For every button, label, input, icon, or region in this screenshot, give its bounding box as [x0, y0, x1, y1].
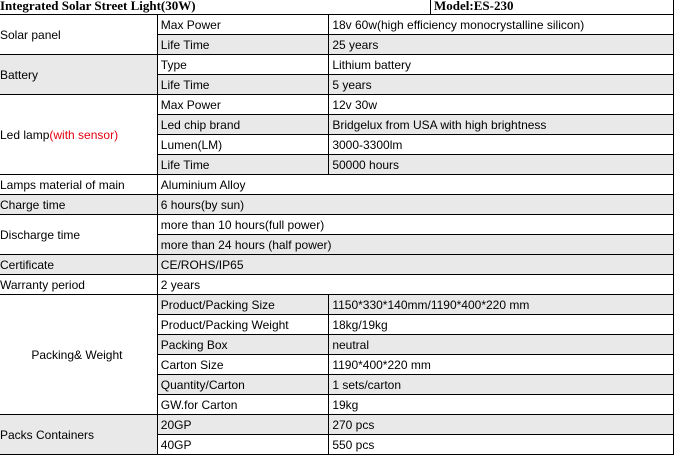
- spec-key: Lumen(LM): [157, 135, 329, 155]
- spec-value: 19kg: [329, 395, 674, 415]
- led-lamp-label-text: Led lamp: [0, 127, 50, 142]
- spec-value: Bridgelux from USA with high brightness: [329, 115, 674, 135]
- spec-key: Life Time: [157, 155, 329, 175]
- spec-key: Product/Packing Size: [157, 295, 329, 315]
- spec-key: Carton Size: [157, 355, 329, 375]
- spec-value: 270 pcs: [329, 415, 674, 435]
- model-number: Model:ES-230: [431, 0, 674, 15]
- packing-label: Packing& Weight: [0, 295, 157, 415]
- spec-key: Product/Packing Weight: [157, 315, 329, 335]
- packing-row: [0, 295, 674, 315]
- spec-value: 1150*330*140mm/1190*400*220 mm: [329, 295, 674, 315]
- spec-key: Led chip brand: [157, 115, 329, 135]
- battery-row: [0, 55, 674, 75]
- discharge-time-label: Discharge time: [0, 215, 157, 255]
- warranty-row: [0, 275, 674, 295]
- spec-key: Life Time: [157, 35, 329, 55]
- spec-key: 40GP: [157, 435, 329, 455]
- solar-panel-row: [0, 15, 674, 35]
- material-row: [0, 175, 674, 195]
- spec-value: 550 pcs: [329, 435, 674, 455]
- certificate-label: Certificate: [0, 255, 157, 275]
- spec-value: Lithium battery: [329, 55, 674, 75]
- spec-value: 1190*400*220 mm: [329, 355, 674, 375]
- spec-key: Packing Box: [157, 335, 329, 355]
- battery-label: Battery: [0, 55, 157, 95]
- spec-key: Type: [157, 55, 329, 75]
- material-label: Lamps material of main: [0, 175, 157, 195]
- spec-key: 20GP: [157, 415, 329, 435]
- header-row: [0, 0, 674, 15]
- warranty-value: 2 years: [157, 275, 673, 295]
- spec-value: 12v 30w: [329, 95, 674, 115]
- containers-label: Packs Containers: [0, 415, 157, 455]
- material-value: Aluminium Alloy: [157, 175, 673, 195]
- spec-key: Max Power: [157, 95, 329, 115]
- spec-key: Max Power: [157, 15, 329, 35]
- warranty-label: Warranty period: [0, 275, 157, 295]
- charge-time-label: Charge time: [0, 195, 157, 215]
- led-lamp-row: [0, 95, 674, 115]
- solar-panel-label: Solar panel: [0, 15, 157, 55]
- discharge-time-row: [0, 215, 674, 235]
- sensor-note: (with sensor): [49, 127, 119, 142]
- charge-time-value: 6 hours(by sun): [157, 195, 673, 215]
- certificate-value: CE/ROHS/IP65: [157, 255, 673, 275]
- spec-value: 18v 60w(high efficiency monocrystalline silicon): [329, 15, 674, 35]
- spec-value: 25 years: [329, 35, 674, 55]
- spec-value: 1 sets/carton: [329, 375, 674, 395]
- spec-value: 3000-3300lm: [329, 135, 674, 155]
- charge-time-row: [0, 195, 674, 215]
- certificate-row: [0, 255, 674, 275]
- spec-value: 50000 hours: [329, 155, 674, 175]
- discharge-time-value: more than 10 hours(full power): [157, 215, 673, 235]
- product-title: Integrated Solar Street Light(30W): [0, 0, 431, 15]
- spec-value: neutral: [329, 335, 674, 355]
- spec-value: 18kg/19kg: [329, 315, 674, 335]
- spec-key: Quantity/Carton: [157, 375, 329, 395]
- spec-value: 5 years: [329, 75, 674, 95]
- led-lamp-label: [0, 95, 157, 175]
- discharge-time-value: more than 24 hours (half power): [157, 235, 673, 255]
- spec-key: GW.for Carton: [157, 395, 329, 415]
- spec-key: Life Time: [157, 75, 329, 95]
- containers-row: [0, 415, 674, 435]
